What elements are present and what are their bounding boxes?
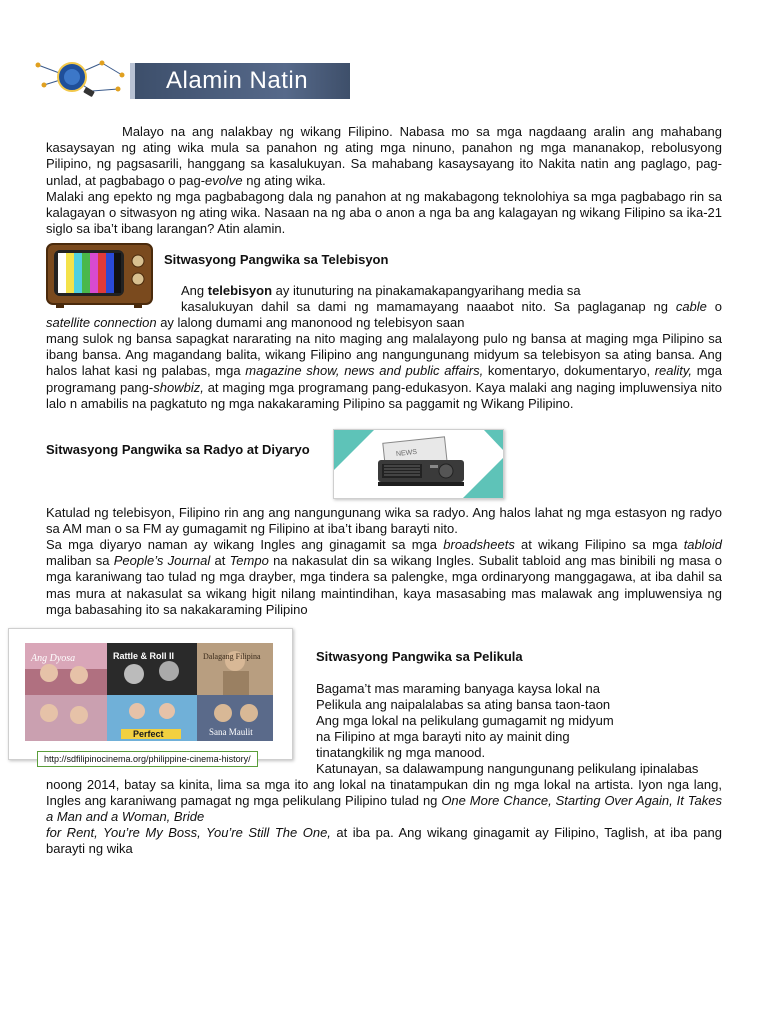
radio-paragraph-1: Katulad ng telebisyon, Filipino rin ang ang nangungunang wika sa radyo. Ang halos lahat ng mga estasyon ng radyo sa AM man o sa FM ay gumagamit ng Filipino at iba’t ibang barayti nito. [46, 505, 722, 537]
film-line-2: Pelikula ang naipalalabas sa ating bansa taon-taon [316, 697, 611, 712]
television-image [46, 243, 153, 309]
poster-title-2: Rattle & Roll II [113, 651, 175, 661]
film-line-3: Ang mga lokal na pelikulang gumagamit ng midyum [316, 713, 614, 728]
radio-heading: Sitwasyong Pangwika sa Radyo at Diyaryo [46, 442, 310, 457]
movie-posters-collage-icon [9, 629, 292, 759]
section-banner [30, 55, 350, 103]
news-label: NEWS [395, 448, 418, 458]
tv-paragraph: mang sulok ng bansa sapagkat nararating na nito maging ang malalayong pulo ng bansa at maging mga Pilipino sa ibang bansa. Ang magandang balita, wikang Filipino ang nangungunang midyum sa telebisyon sa ating bansa. Ang halos lahat kasi ng palabas, mga magazine show, news and public affairs, komentaryo, dokumentaryo, reality, mga programang pang-showbiz, at maging mga programang pang-edukasyon. Kaya malaki ang naging impluwensiya nito lalo n amabilis na pagkatuto ng mga nakakaraming Pilipino sa paggamit ng Wikang Pilipino. [46, 331, 722, 411]
poster-title-3: Dalagang Filipina [203, 652, 261, 661]
film-line-1: Bagama’t mas maraming banyaga kaysa lokal na [316, 681, 600, 696]
film-paragraph-1: noong 2014, batay sa kinita, lima sa mga ito ang lokal na tinatampukan din ng mga lokal na artista. Iyon nga lang, Ingles ang karaniwang pamagat ng mga pelikulang Pilipino tulad ng One More Chance, Starting Over Again, It Takes a Man and a Woman, Bride [46, 777, 722, 825]
tv-line-1: Ang telebisyon ay itunuturing na pinakamakapangyarihang media sa [181, 283, 581, 298]
tv-heading: Sitwasyong Pangwika sa Telebisyon [164, 252, 389, 267]
tv-line-2: kasalukuyan dahil sa dami ng mamamayang naaabot nito. Sa paglaganap ng cable o [181, 299, 722, 314]
television-icon [46, 243, 153, 309]
film-line-5: tinatangkilik ng mga manood. [316, 745, 486, 760]
source-url[interactable]: http://sdfilipinocinema.org/philippine-cinema-history/ [37, 751, 258, 767]
tv-line-3: satellite connection ay lalong dumami ang manonood ng telebisyon saan [46, 315, 465, 330]
poster-title-4: Perfect [133, 729, 164, 739]
radio-newspaper-icon [334, 430, 503, 498]
film-paragraph-2: for Rent, You’re My Boss, You’re Still The One, at iba pa. Ang wikang ginagamit ay Filipino, Taglish, at iba pang barayti ng wika [46, 825, 722, 857]
poster-title-5: Sana Maulit [209, 727, 253, 737]
intro-paragraph-1: Malayo na ang nalakbay ng wikang Filipino. Nabasa mo sa mga nagdaang aralin ang mahabang kasaysayan ng ating wika mula sa panahon ng ating mga ninuno, panahon ng mga mananakop, rebolusyong Pilipino, ng pagsasarili, hanggang sa kasalukuyan. Sa mahabang kasaysayang ito Nakita natin ang paglago, pag-unlad, at pagbabago o pag-evolve ng ating wika. [46, 124, 722, 188]
film-line-6: Katunayan, sa dalawampung nangungunang pelikulang ipinalabas [316, 761, 699, 776]
school-logo-icon [30, 55, 134, 103]
radio-newspaper-image [333, 429, 504, 499]
movie-posters-image [8, 628, 293, 760]
film-heading: Sitwasyong Pangwika sa Pelikula [316, 649, 523, 664]
newspaper-paragraph: Sa mga diyaryo naman ay wikang Ingles ang ginagamit sa mga broadsheets at wikang Filipino sa mga tabloid maliban sa People’s Journal at Tempo na nakasulat din sa wikang Ingles. Subalit tabloid ang mas binibili ng masa o mga karaniwang tao tulad ng mga drayber, mga tindera sa palengke, mga ordinaryong manggagawa, at iba dahil sa mas mura at nakasulat sa wikang higit nilang maintindihan, kaya masasabing mas malawak ang impluwensiya ng mga babasahing ito sa nakakaraming Pilipino [46, 537, 722, 617]
section-title: Alamin Natin [166, 67, 309, 94]
poster-title-1: Ang Dyosa [31, 653, 76, 664]
intro-paragraph-2: Malaki ang epekto ng mga pagbabagong dala ng panahon at ng makabagong teknolohiya sa mga pagbabago rin sa kalagayan o sitwasyon ng ating wika. Nasaan na ng aba o anon a nga ba ang kalagayan ng wikang Filipino sa ika-21 siglo sa iba’t ibang larangan? Atin alamin. [46, 189, 722, 237]
film-line-4: na Filipino at mga barayti nito ay mainit ding [316, 729, 570, 744]
